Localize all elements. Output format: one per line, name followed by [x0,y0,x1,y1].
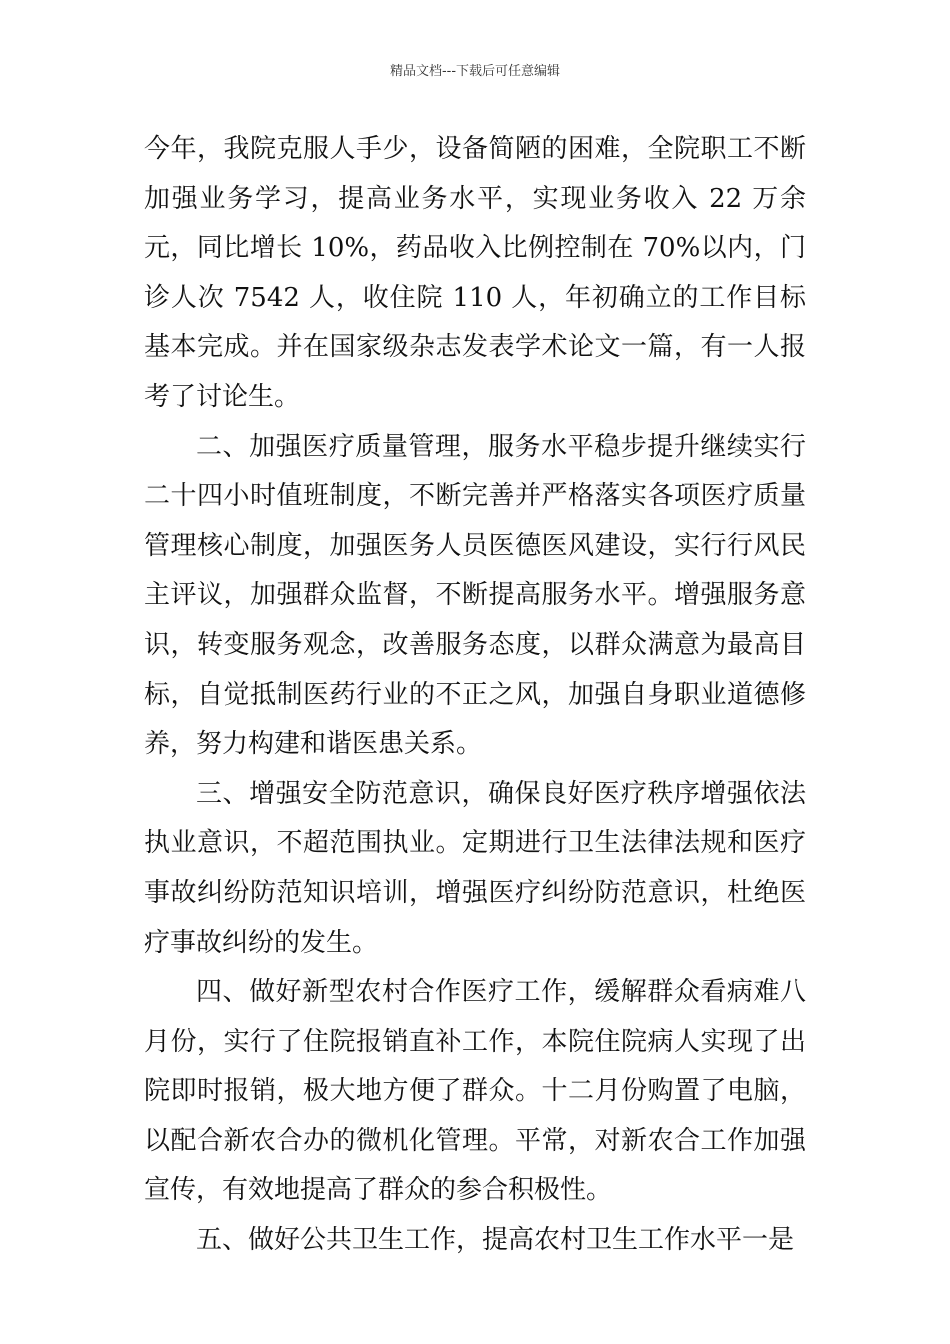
paragraph-section-5: 五、做好公共卫生工作，提高农村卫生工作水平一是 [196,1225,795,1256]
paragraph-section-2: 二、加强医疗质量管理，服务水平稳步提升继续实行二十四小时值班制度，不断完善并严格落实各项医疗质量管理核心制度，加强医务人员医德医风建设，实行行风民主评议，加强群众监督，不断提高服务水平。增强服务意识，转变服务观念，改善服务态度，以群众满意为最高目标，自觉抵制医药行业的不正之风，加强自身职业道德修养，努力构建和谐医患关系。 [144,431,806,760]
paragraph-section-3: 三、增强安全防范意识，确保良好医疗秩序增强依法执业意识，不超范围执业。定期进行卫生法律法规和医疗事故纠纷防范知识培训，增强医疗纠纷防范意识，杜绝医疗事故纠纷的发生。 [144,778,806,958]
paragraph-section-4: 四、做好新型农村合作医疗工作，缓解群众看病难八月份，实行了住院报销直补工作，本院住院病人实现了出院即时报销，极大地方便了群众。十二月份购置了电脑，以配合新农合办的微机化管理。平常，对新农合工作加强宣传，有效地提高了群众的参合积极性。 [144,977,806,1206]
page-header: 精品文档---下载后可任意编辑 [389,64,561,79]
document-body [144,125,806,1266]
paragraph-intro: 今年，我院克服人手少，设备简陋的困难，全院职工不断加强业务学习，提高业务水平，实现业务收入 22 万余元，同比增长 10%，药品收入比例控制在 70%以内，门诊人次 7542 人，收住院 110 人，年初确立的工作目标基本完成。并在国家级杂志发表学术论文一篇，有一人报考了讨论生。 [144,134,806,412]
